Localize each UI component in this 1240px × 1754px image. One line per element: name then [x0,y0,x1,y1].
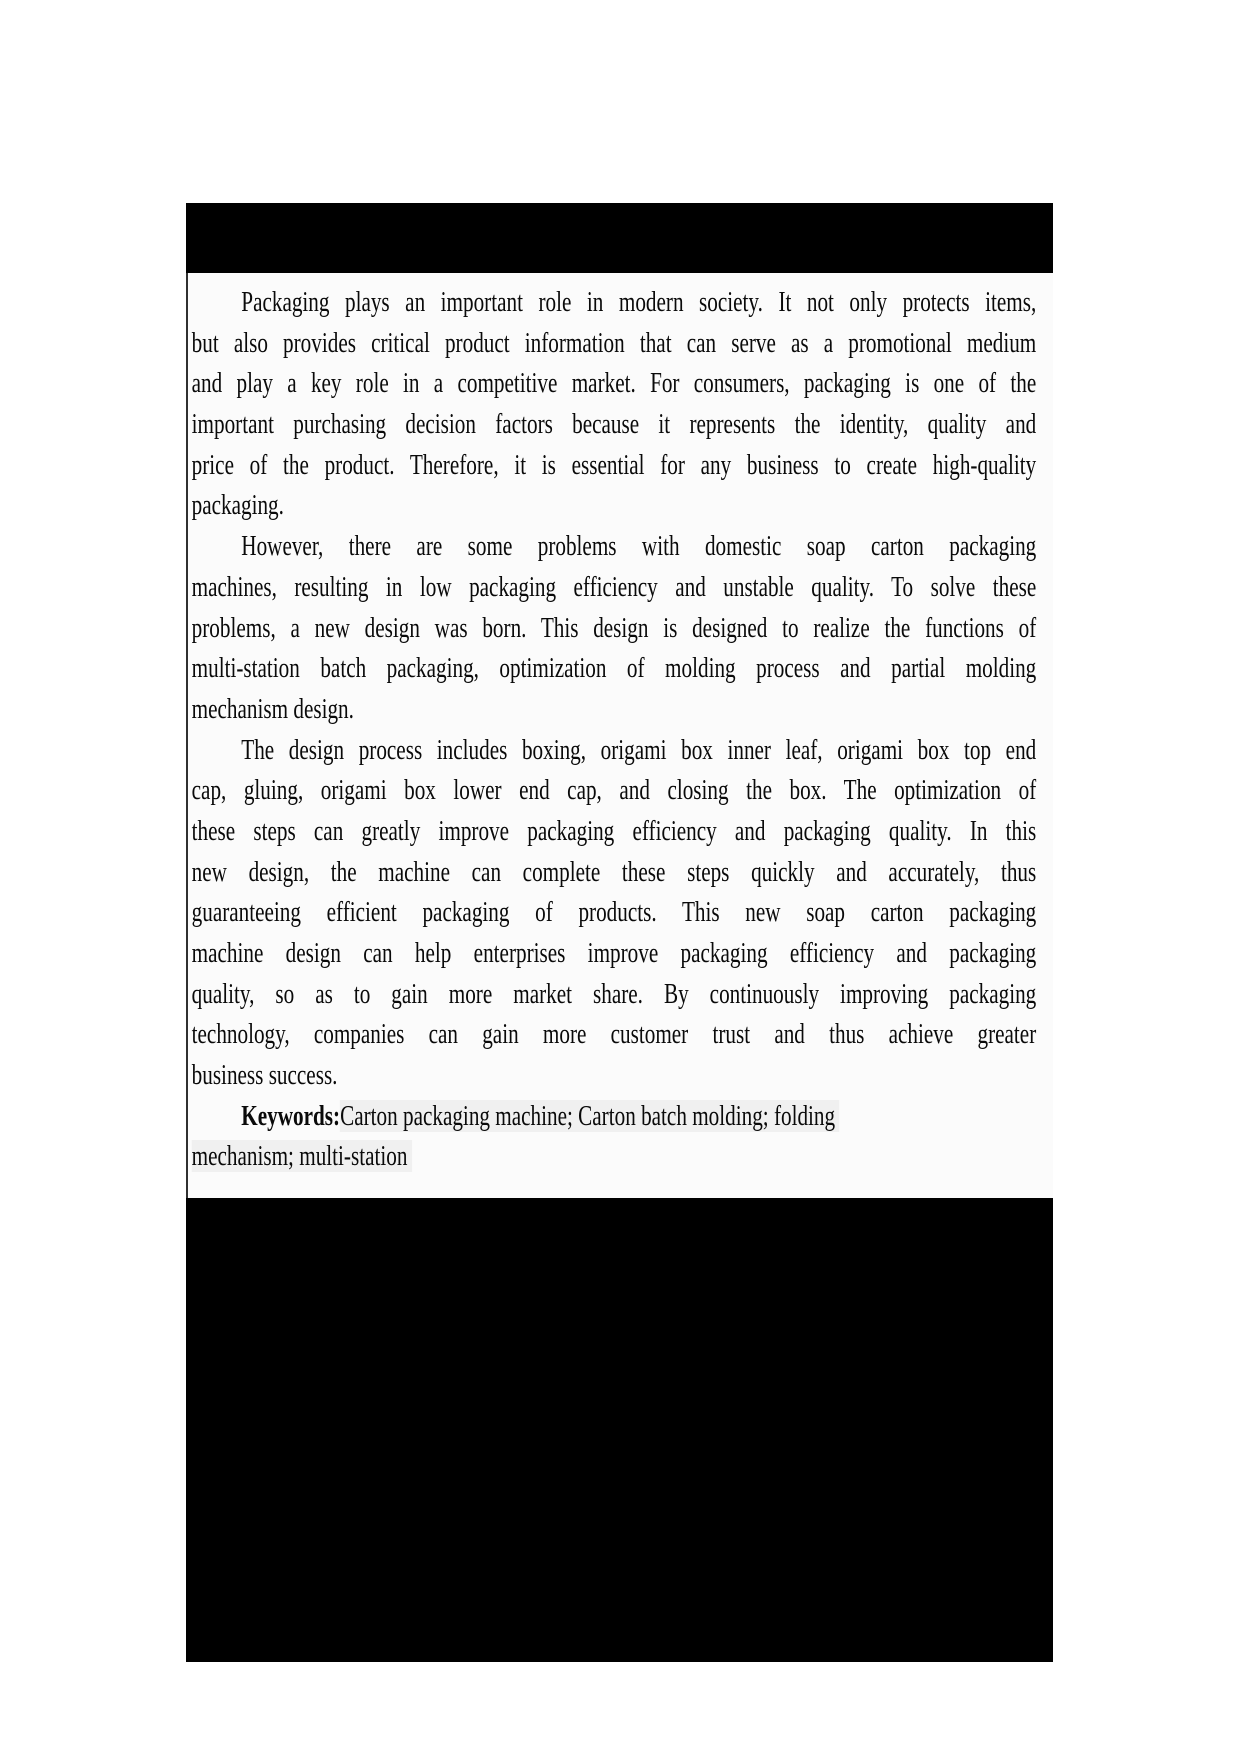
text-line: new design, the machine can complete these steps quickly and accurately, thus [191,855,1037,888]
text-line: problems, a new design was born. This design is designed to realize the functions of [191,611,1037,644]
redacted-image-bottom [186,1198,1053,1662]
keywords-line-1 [192,1096,1037,1137]
text-line: The design process includes boxing, origami box inner leaf, origami box top end [241,733,1037,766]
text-line: machines, resulting in low packaging efficiency and unstable quality. To solve these [191,570,1037,603]
text-line: packaging. [191,489,284,522]
text-line: and play a key role in a competitive market. For consumers, packaging is one of the [191,367,1037,400]
keywords-label: Keywords: [241,1099,341,1132]
abstract-paragraphs [192,282,1037,1096]
keywords-line-2 [192,1136,1037,1177]
text-line: quality, so as to gain more market share. By continuously improving packaging [191,977,1037,1010]
redacted-image-top [186,203,1053,273]
text-line: Packaging plays an important role in modern society. It not only protects items, [241,286,1037,318]
text-line: machine design can help enterprises improve packaging efficiency and packaging [191,937,1037,969]
text-line: price of the product. Therefore, it is essential for any business to create high-quality [191,448,1037,481]
text-line: multi-station batch packaging, optimization of molding process and partial molding [191,652,1037,685]
keywords-text: Carton packaging machine; Carton batch molding; folding [340,1100,839,1132]
document-content-column [186,203,1053,1662]
keywords-text-continued: mechanism; multi-station [192,1140,412,1172]
text-line: cap, gluing, origami box lower end cap, and closing the box. The optimization of [191,774,1037,807]
text-line: However, there are some problems with domestic soap carton packaging [241,530,1037,563]
text-line: these steps can greatly improve packaging efficiency and packaging quality. In this [191,814,1037,847]
text-line: mechanism design. [191,692,354,725]
text-line: technology, companies can gain more customer trust and thus achieve greater [191,1018,1037,1051]
abstract-section [186,273,1053,1198]
text-line: guaranteeing efficient packaging of products. This new soap carton packaging [191,896,1037,929]
text-line: business success. [191,1059,338,1092]
abstract-text [188,273,1053,1177]
text-line: but also provides critical product information that can serve as a promotional medium [191,326,1037,359]
text-line: important purchasing decision factors because it represents the identity, quality and [191,408,1037,441]
